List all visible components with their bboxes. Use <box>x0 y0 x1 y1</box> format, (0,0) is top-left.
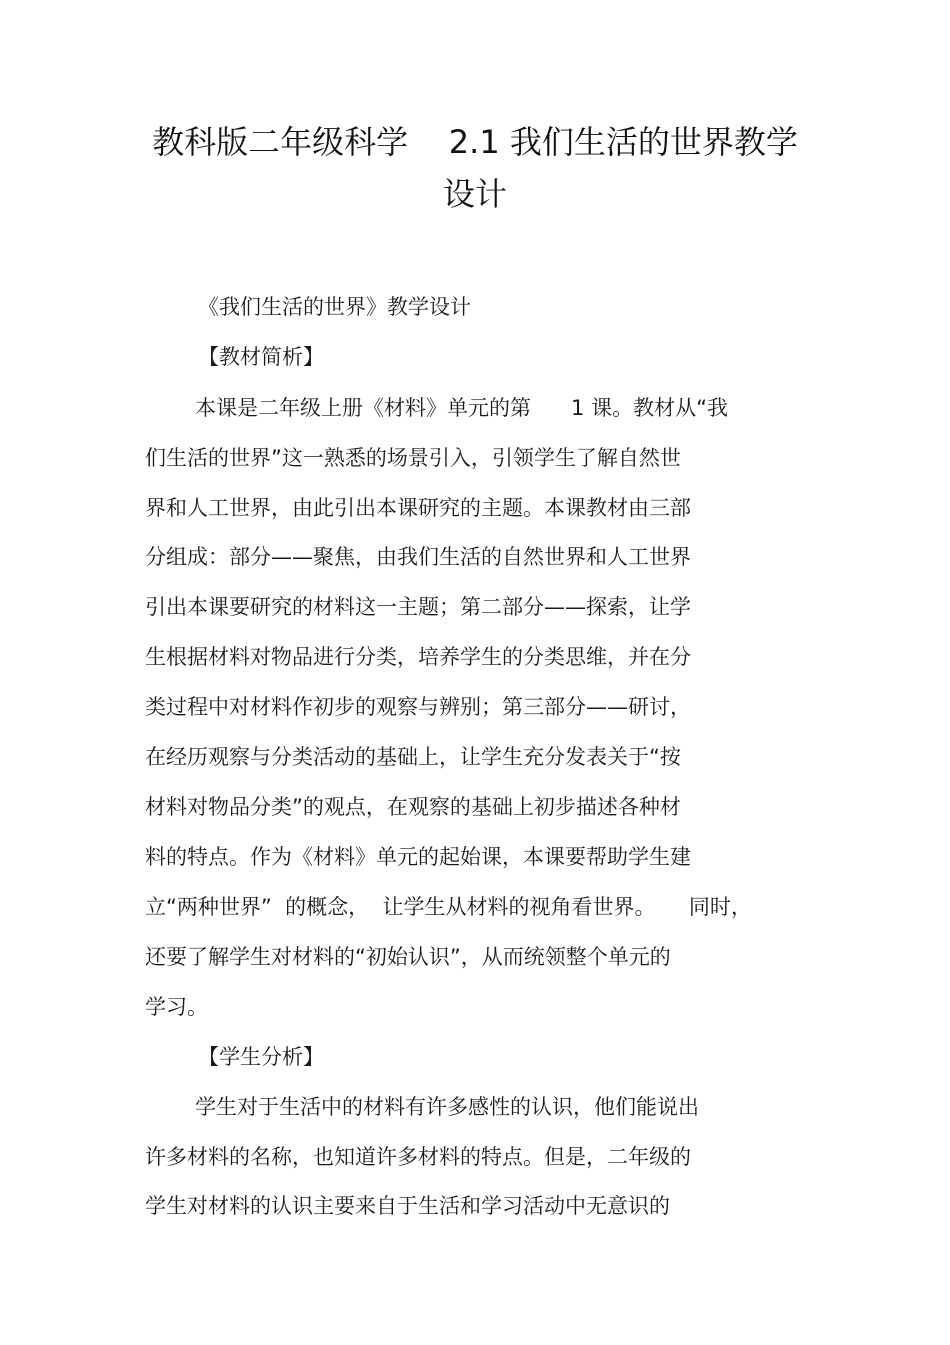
paragraph-line: 类过程中对材料作初步的观察与辨别；第三部分——研讨， <box>145 695 691 719</box>
paragraph-line: 还要了解学生对材料的“初始认识”，从而统领整个单元的 <box>145 945 671 969</box>
paragraph-line: 许多材料的名称，也知道许多材料的特点。但是，二年级的 <box>145 1145 691 1169</box>
paragraph-line: 引出本课要研究的材料这一主题；第二部分——探索，让学 <box>145 595 691 619</box>
paragraph-line: 学习。 <box>145 995 208 1019</box>
paragraph-line: 在经历观察与分类活动的基础上，让学生充分发表关于“按 <box>145 745 681 769</box>
paragraph-line: 们生活的世界”这一熟悉的场景引入，引领学生了解自然世 <box>145 446 681 470</box>
paragraph-line: 生根据材料对物品进行分类，培养学生的分类思维，并在分 <box>145 645 691 669</box>
paragraph-line: 本课是二年级上册《材料》单元的第 1 课。教材从“我 <box>195 396 728 420</box>
section-heading-student: 【学生分析】 <box>198 1045 324 1069</box>
paragraph-line: 界和人工世界，由此引出本课研究的主题。本课教材由三部 <box>145 496 691 520</box>
paragraph-line: 学生对材料的认识主要来自于生活和学习活动中无意识的 <box>145 1194 670 1218</box>
paragraph-line: 分组成：部分——聚焦，由我们生活的自然世界和人工世界 <box>145 545 691 569</box>
document-title-line-1: 教科版二年级科学 2.1 我们生活的世界教学 <box>152 123 798 161</box>
paragraph-line: 材料对物品分类”的观点，在观察的基础上初步描述各种材 <box>145 795 681 819</box>
paragraph-line: 立“两种世界” 的概念， 让学生从材料的视角看世界。 同时， <box>145 895 752 919</box>
paragraph-line: 料的特点。作为《材料》单元的起始课，本课要帮助学生建 <box>145 845 691 869</box>
paragraph-line: 学生对于生活中的材料有许多感性的认识，他们能说出 <box>195 1095 699 1119</box>
section-heading-material: 【教材简析】 <box>198 345 324 369</box>
document-title-line-2: 设计 <box>442 175 507 213</box>
document-subtitle: 《我们生活的世界》教学设计 <box>198 295 471 319</box>
